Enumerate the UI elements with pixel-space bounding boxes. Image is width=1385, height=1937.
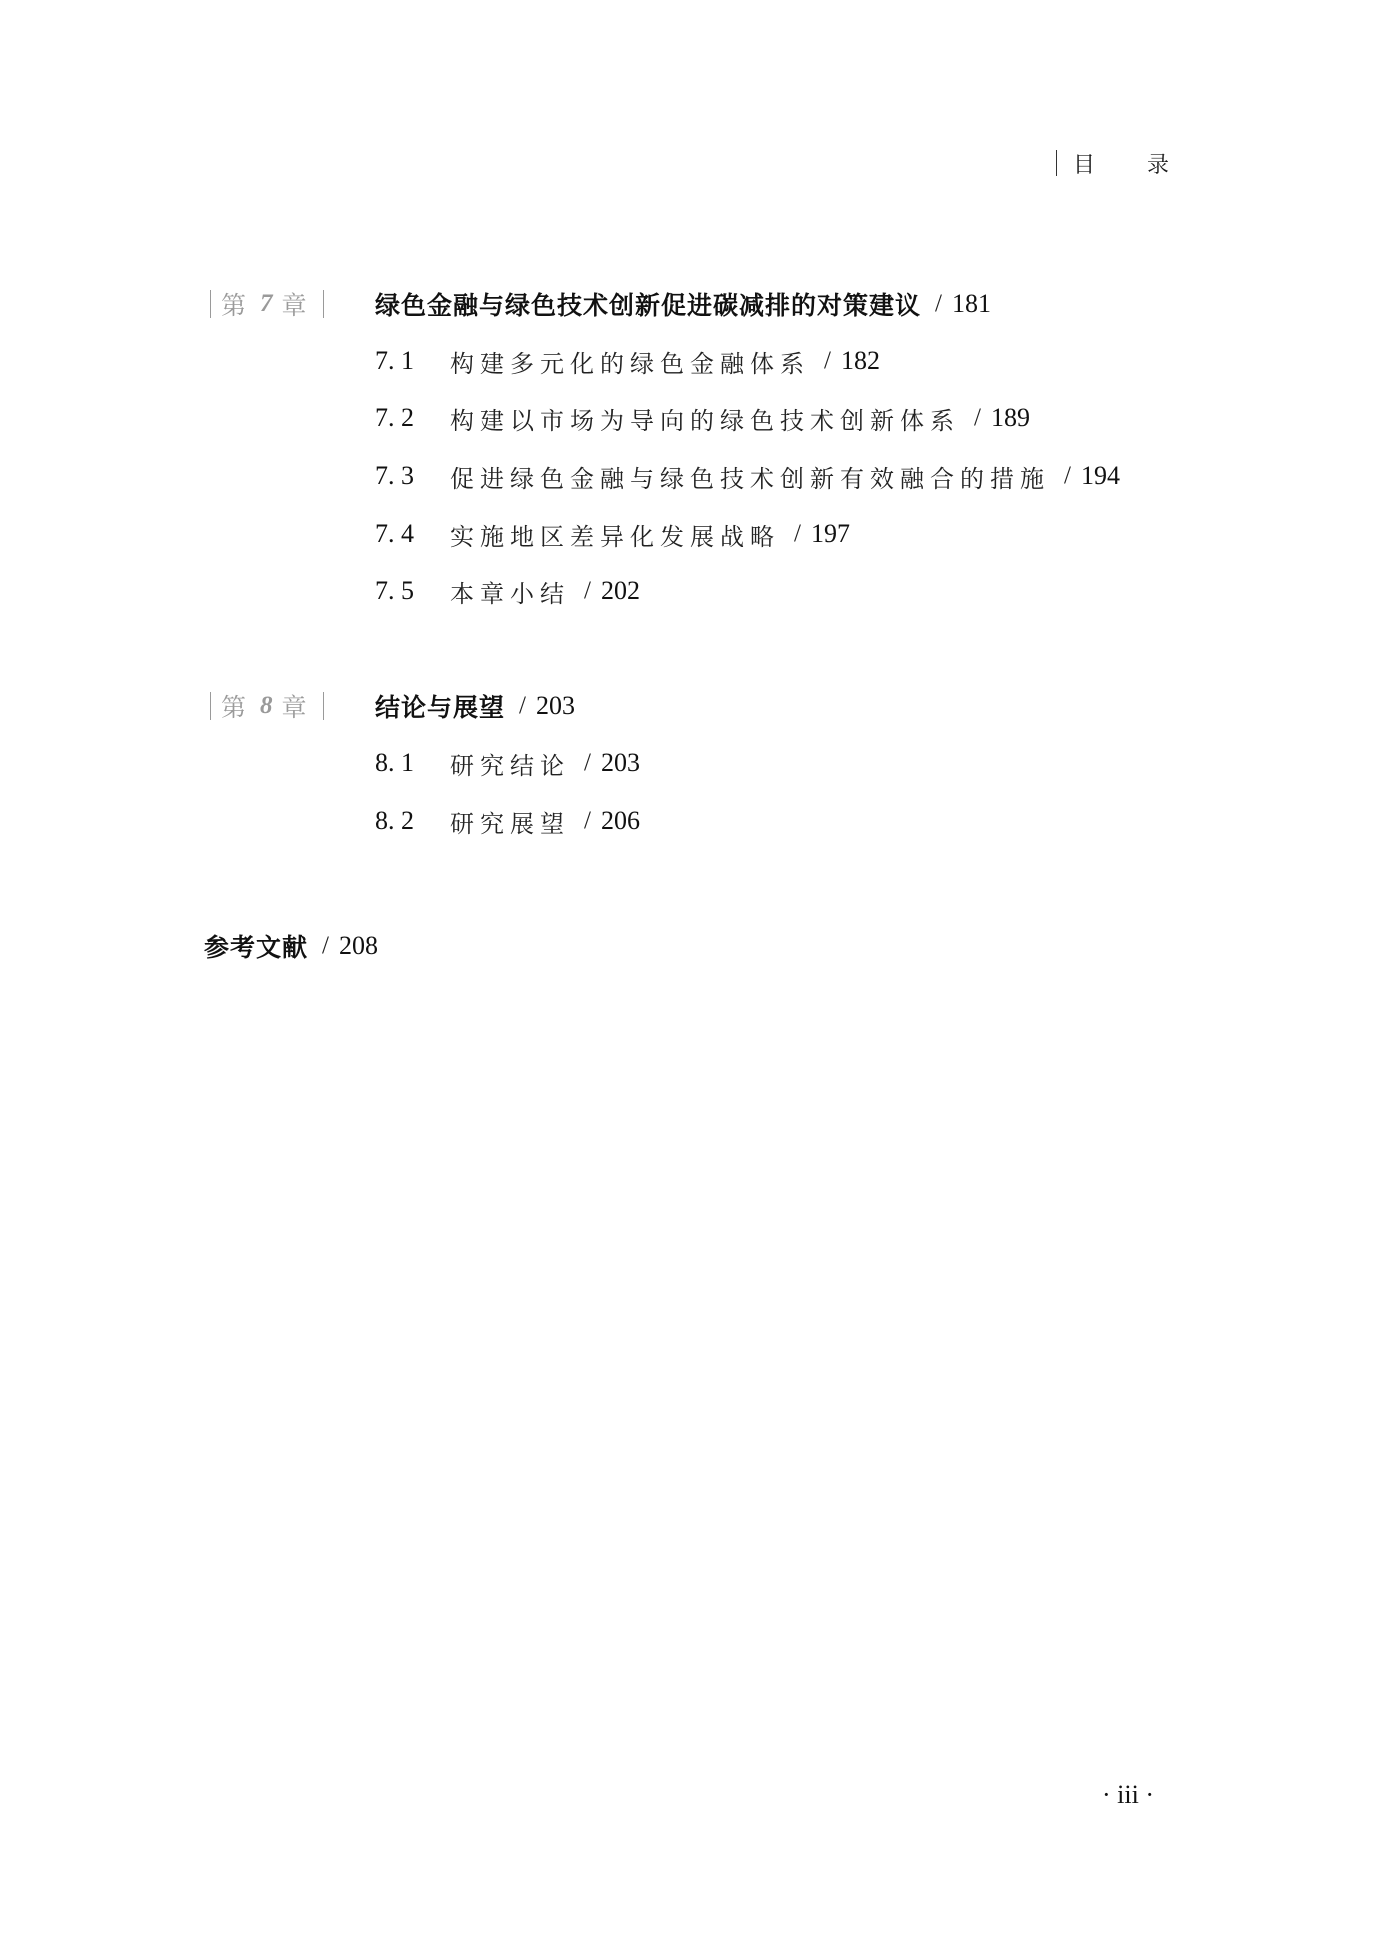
toc-references[interactable] bbox=[204, 926, 378, 966]
toc-section-8-1[interactable] bbox=[375, 743, 640, 783]
page-folio: · iii · bbox=[1102, 1780, 1154, 1809]
chapter-label-bar-left bbox=[210, 692, 211, 720]
toc-section-7-1[interactable] bbox=[375, 341, 880, 381]
section-title: 促进绿色金融与绿色技术创新有效融合的措施 bbox=[450, 464, 1050, 493]
toc-chapter-7[interactable] bbox=[210, 284, 991, 324]
section-number: 7. 4 bbox=[375, 519, 414, 548]
chapter-label-bar-right bbox=[323, 692, 324, 720]
chapter-label bbox=[210, 688, 375, 724]
page-separator: / bbox=[974, 404, 981, 431]
section-number: 7. 3 bbox=[375, 461, 414, 490]
chapter-title: 结论与展望 bbox=[375, 693, 506, 722]
chapter-prefix: 第 bbox=[221, 693, 253, 722]
section-number: 7. 1 bbox=[375, 346, 414, 375]
section-title: 研究展望 bbox=[450, 809, 570, 838]
references-title: 参考文献 bbox=[204, 933, 309, 962]
toc-section-7-5[interactable] bbox=[375, 571, 640, 611]
page-number: 189 bbox=[990, 403, 1030, 432]
page-separator: / bbox=[584, 577, 591, 604]
section-number: 7. 2 bbox=[375, 403, 414, 432]
section-number: 8. 1 bbox=[375, 748, 414, 777]
page-separator: / bbox=[1064, 462, 1071, 489]
section-title: 实施地区差异化发展战略 bbox=[450, 522, 780, 551]
page-number: 203 bbox=[535, 691, 575, 720]
chapter-number: 7 bbox=[260, 290, 274, 317]
page-separator: / bbox=[584, 807, 591, 834]
chapter-suffix: 章 bbox=[281, 291, 313, 320]
section-number: 8. 2 bbox=[375, 806, 414, 835]
header-title-char-1: 目 bbox=[1073, 152, 1096, 178]
running-header bbox=[1056, 148, 1169, 178]
page-number: 194 bbox=[1080, 461, 1120, 490]
section-title: 构建多元化的绿色金融体系 bbox=[450, 349, 810, 378]
toc-section-7-4[interactable] bbox=[375, 514, 850, 554]
page-number: 202 bbox=[600, 576, 640, 605]
page-number: 182 bbox=[840, 346, 880, 375]
page-separator: / bbox=[794, 520, 801, 547]
toc-section-8-2[interactable] bbox=[375, 801, 640, 841]
section-title: 本章小结 bbox=[450, 579, 570, 608]
section-title: 研究结论 bbox=[450, 751, 570, 780]
chapter-label-bar-right bbox=[323, 290, 324, 318]
toc-section-7-3[interactable] bbox=[375, 456, 1120, 496]
chapter-title: 绿色金融与绿色技术创新促进碳减排的对策建议 bbox=[375, 291, 922, 320]
chapter-number: 8 bbox=[260, 692, 274, 719]
section-number: 7. 5 bbox=[375, 576, 414, 605]
section-title: 构建以市场为导向的绿色技术创新体系 bbox=[450, 406, 960, 435]
page-number: 203 bbox=[600, 748, 640, 777]
header-title-char-2: 录 bbox=[1147, 152, 1170, 178]
chapter-label bbox=[210, 286, 375, 322]
page-separator: / bbox=[519, 692, 526, 719]
page-separator: / bbox=[935, 290, 942, 317]
header-divider bbox=[1056, 150, 1057, 176]
toc-chapter-8[interactable] bbox=[210, 686, 575, 726]
page-separator: / bbox=[584, 749, 591, 776]
page-separator: / bbox=[322, 932, 329, 959]
page-number: 208 bbox=[338, 931, 378, 960]
chapter-label-bar-left bbox=[210, 290, 211, 318]
toc-section-7-2[interactable] bbox=[375, 398, 1030, 438]
page-number: 197 bbox=[810, 519, 850, 548]
chapter-suffix: 章 bbox=[281, 693, 313, 722]
page-number: 181 bbox=[951, 289, 991, 318]
chapter-prefix: 第 bbox=[221, 291, 253, 320]
page-separator: / bbox=[824, 347, 831, 374]
page-number: 206 bbox=[600, 806, 640, 835]
